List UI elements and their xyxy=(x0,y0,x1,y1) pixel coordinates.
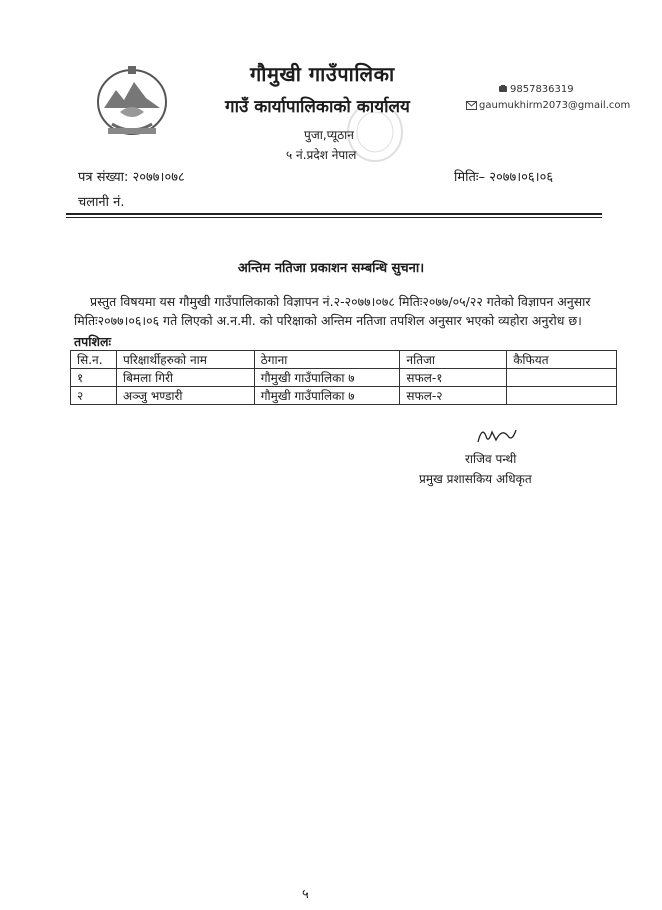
header-serial: सि.न. xyxy=(71,351,117,369)
cell-candidate-name: अञ्जु भण्डारी xyxy=(116,387,254,405)
header-address: ठेगाना xyxy=(254,351,400,369)
handwritten-signature xyxy=(474,422,520,448)
address-line-2: ५ नं.प्रदेश नेपाल xyxy=(286,148,357,162)
cell-result: सफल-१ xyxy=(400,369,507,387)
organization-name: गौमुखी गाउँपालिका xyxy=(250,62,395,86)
office-name: गाउँ कार्यापालिकाको कार्यालय xyxy=(225,97,410,117)
reference-label: पत्र संख्या: xyxy=(78,170,129,185)
phone-number: 9857836319 xyxy=(510,84,574,95)
government-emblem-icon xyxy=(92,62,172,138)
notice-subject: अन्तिम नतिजा प्रकाशन सम्बन्धि सुचना। xyxy=(237,261,425,276)
cell-address: गौमुखी गाउँपालिका ७ xyxy=(254,369,400,387)
date-value: २०७७।०६।०६ xyxy=(489,170,554,185)
cell-serial: १ xyxy=(71,369,117,387)
cell-remarks xyxy=(507,369,617,387)
phone-contact xyxy=(498,84,574,95)
email-contact xyxy=(466,100,630,111)
cell-remarks xyxy=(507,387,617,405)
cell-serial: २ xyxy=(71,387,117,405)
cell-address: गौमुखी गाउँपालिका ७ xyxy=(254,387,400,405)
header-remarks: कैफियत xyxy=(507,351,617,369)
notice-body: प्रस्तुत विषयमा यस गौमुखी गाउँपालिकाको विज्ञापन नं.२-२०७७।०७८ मितिः२०७७/०५/२२ गतेको विज्ञापन अनुसार मितिः२०७७।०६।०६ गते लिएको अ.न.मी. को परिक्षाको अन्तिम नतिजा तपशिल अनुसार भएको व्यहोरा अनुरोध छ। xyxy=(74,294,591,328)
table-row xyxy=(71,387,617,405)
table-header-row xyxy=(71,351,617,369)
date-label: मितिः– xyxy=(454,170,486,185)
dispatch-number: चलानी नं. xyxy=(78,195,125,210)
signatory-title: प्रमुख प्रशासकिय अधिकृत xyxy=(419,472,532,486)
signatory-name: राजिव पन्थी xyxy=(465,452,517,466)
address-line-1: पुजा,प्यूठान xyxy=(304,128,354,142)
header-divider xyxy=(66,213,602,215)
results-table xyxy=(70,350,617,405)
cell-candidate-name: बिमला गिरी xyxy=(116,369,254,387)
annex-label: तपशिलः xyxy=(74,334,111,349)
reference-value: २०७७।०७८ xyxy=(132,170,185,185)
header-divider-thin xyxy=(66,217,602,218)
letter-date xyxy=(454,167,553,185)
envelope-icon xyxy=(466,101,477,110)
page-number: ५ xyxy=(302,887,309,902)
table-row xyxy=(71,369,617,387)
cell-result: सफल-२ xyxy=(400,387,507,405)
header-result: नतिजा xyxy=(400,351,507,369)
phone-icon xyxy=(498,84,508,94)
reference-number xyxy=(78,167,185,185)
header-candidate-name: परिक्षार्थीहरुको नाम xyxy=(116,351,254,369)
email-address: gaumukhirm2073@gmail.com xyxy=(479,100,631,111)
